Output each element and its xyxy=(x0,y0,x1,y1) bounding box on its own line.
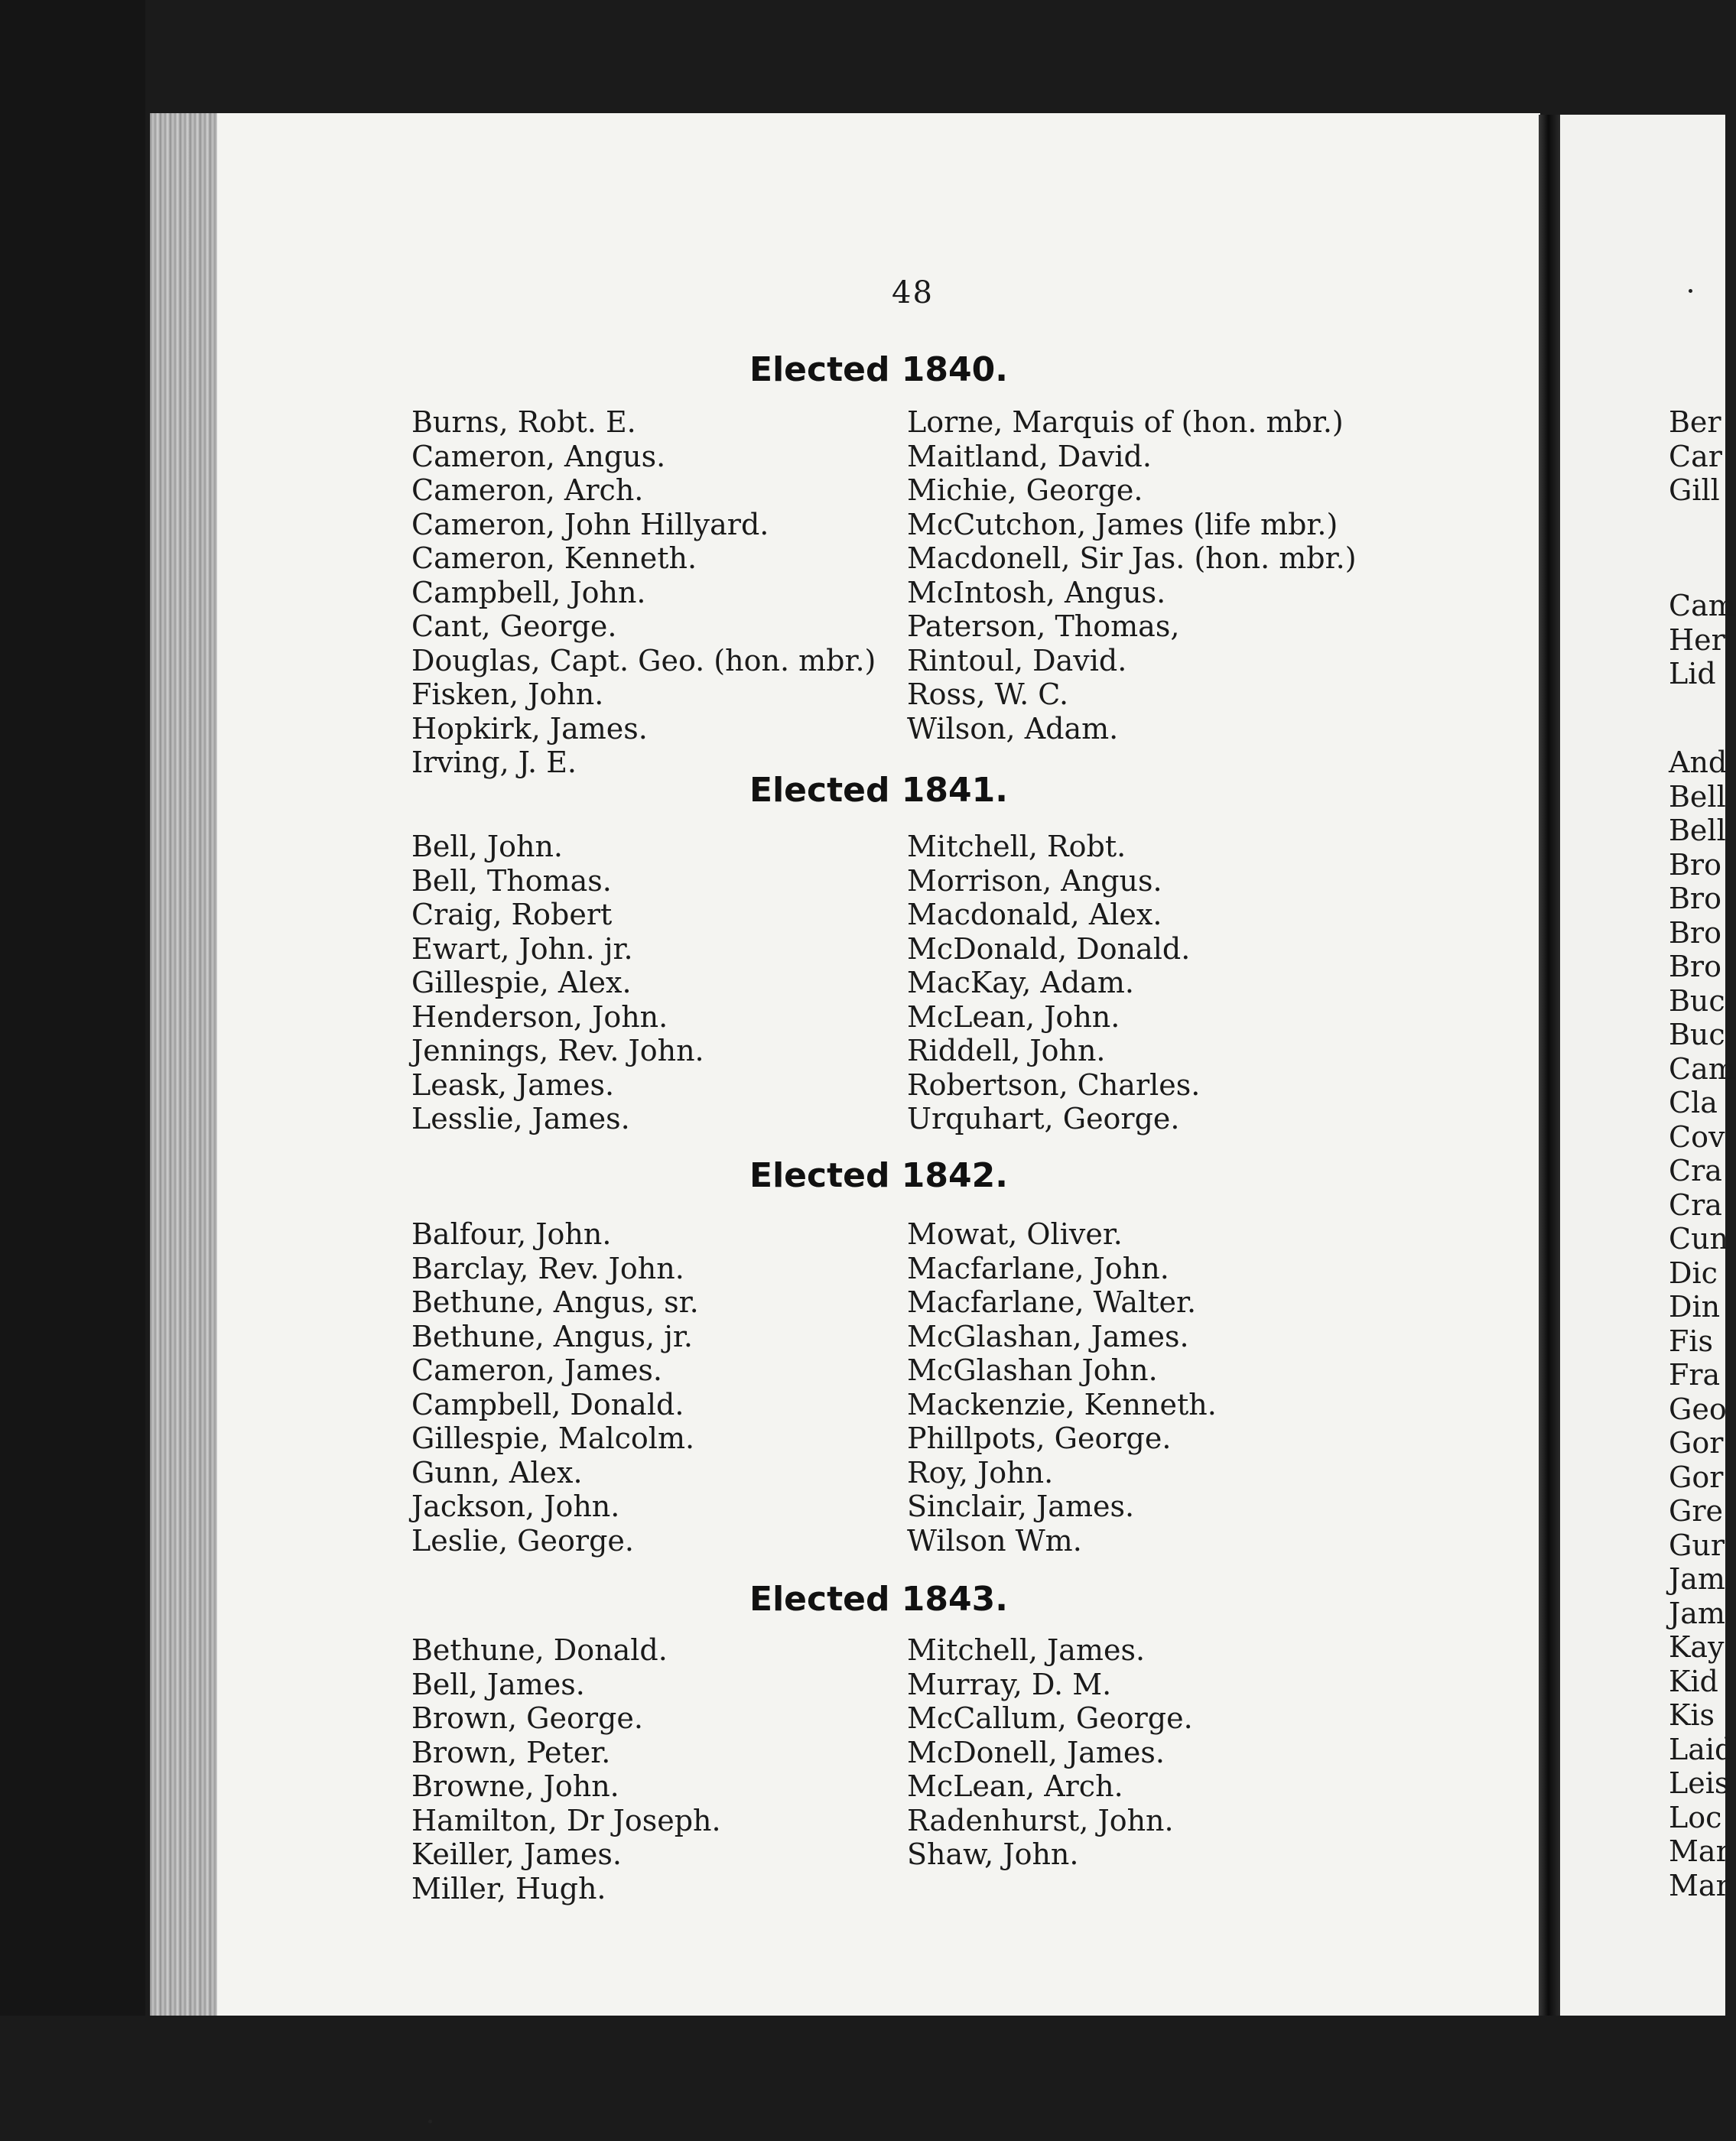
member-list-1841-left xyxy=(411,830,704,1136)
section-heading-1841: Elected 1841. xyxy=(749,771,1008,810)
facing-page-line: Kay xyxy=(1669,1630,1725,1664)
member-entry: Bell, John. xyxy=(411,830,564,863)
facing-page-line: Loc xyxy=(1669,1800,1722,1834)
member-entry: Roy, John. xyxy=(907,1455,1054,1490)
member-entry: Paterson, Thomas, xyxy=(907,609,1180,643)
facing-page-line: Gor xyxy=(1669,1460,1724,1494)
facing-page-line: Cra xyxy=(1669,1154,1722,1187)
section-heading-1840: Elected 1840. xyxy=(749,350,1008,389)
facing-page-line: Dic xyxy=(1669,1256,1718,1290)
member-entry: Burns, Robt. E. xyxy=(411,405,636,439)
member-entry: Robertson, Charles. xyxy=(907,1067,1201,1102)
member-entry: McLean, John. xyxy=(907,999,1120,1034)
member-entry: Campbell, Donald. xyxy=(411,1387,684,1421)
member-entry: McGlashan, James. xyxy=(907,1319,1189,1353)
facing-page-line: Cla xyxy=(1669,1086,1718,1119)
member-entry: MacKay, Adam. xyxy=(907,966,1135,999)
member-entry: Barclay, Rev. John. xyxy=(411,1251,684,1285)
member-entry: Bethune, Angus, jr. xyxy=(411,1319,693,1353)
film-border-left xyxy=(0,0,145,2141)
facing-page-line: Bell xyxy=(1669,779,1726,814)
member-entry: Riddell, John. xyxy=(907,1034,1106,1067)
member-entry: Michie, George. xyxy=(907,473,1143,507)
facing-page-line: Cra xyxy=(1669,1187,1722,1222)
facing-page-line: Her xyxy=(1669,622,1725,657)
member-entry: Cameron, Angus. xyxy=(411,439,666,473)
member-entry: Macfarlane, John. xyxy=(907,1251,1169,1285)
member-entry: Murray, D. M. xyxy=(907,1667,1112,1701)
member-entry: Douglas, Capt. Geo. (hon. mbr.) xyxy=(411,643,876,677)
member-entry: Bell, James. xyxy=(411,1667,585,1701)
member-entry: Leask, James. xyxy=(411,1067,615,1102)
facing-page-line: Bro xyxy=(1669,882,1721,915)
member-entry: Radenhurst, John. xyxy=(907,1803,1174,1837)
facing-page-line: Gur xyxy=(1669,1528,1725,1562)
member-entry: Macdonald, Alex. xyxy=(907,898,1162,931)
facing-page-line: Cov xyxy=(1669,1119,1725,1154)
section-heading-1842: Elected 1842. xyxy=(749,1156,1008,1195)
facing-page-line: Bro xyxy=(1669,847,1721,882)
member-entry: Gillespie, Malcolm. xyxy=(411,1421,695,1455)
member-entry: Hamilton, Dr Joseph. xyxy=(411,1803,721,1837)
member-entry: Morrison, Angus. xyxy=(907,863,1162,898)
facing-page-line: Gor xyxy=(1669,1426,1724,1460)
member-entry: Gunn, Alex. xyxy=(411,1455,583,1490)
facing-page-line: Bell xyxy=(1669,814,1726,847)
facing-page-line: Fis xyxy=(1669,1324,1714,1358)
facing-page-line: Laid xyxy=(1669,1732,1734,1766)
member-entry: Macfarlane, Walter. xyxy=(907,1285,1197,1319)
facing-page-line: Bro xyxy=(1669,915,1721,950)
facing-page-column-group-2 xyxy=(1669,589,1736,691)
member-list-1843-left xyxy=(411,1633,721,1905)
member-entry: Mowat, Oliver. xyxy=(907,1217,1123,1251)
member-entry: Cameron, John Hillyard. xyxy=(411,507,769,541)
member-entry: Mitchell, James. xyxy=(907,1633,1146,1667)
member-entry: Lorne, Marquis of (hon. mbr.) xyxy=(907,405,1344,439)
member-entry: Shaw, John. xyxy=(907,1837,1079,1871)
section-heading-1843: Elected 1843. xyxy=(749,1580,1008,1619)
facing-page-line: Gill xyxy=(1669,473,1720,507)
facing-page-line: Mar xyxy=(1669,1868,1730,1902)
member-entry: Bell, Thomas. xyxy=(411,863,612,898)
film-speck xyxy=(428,2120,432,2123)
facing-page-line: Kis xyxy=(1669,1698,1715,1732)
facing-page-line: Buc xyxy=(1669,983,1725,1018)
member-entry: Sinclair, James. xyxy=(907,1490,1135,1523)
facing-page-line: Car xyxy=(1669,439,1722,473)
facing-page-line: Gre xyxy=(1669,1494,1724,1528)
member-entry: Cameron, James. xyxy=(411,1353,662,1387)
member-entry: Wilson, Adam. xyxy=(907,711,1119,746)
facing-page-line: Lid xyxy=(1669,657,1716,690)
member-entry: McIntosh, Angus. xyxy=(907,575,1166,609)
member-entry: Cameron, Arch. xyxy=(411,473,644,507)
member-entry: Ross, W. C. xyxy=(907,677,1069,711)
facing-page-line: Ber xyxy=(1669,405,1721,439)
member-entry: Bethune, Angus, sr. xyxy=(411,1285,699,1319)
member-list-1841-right xyxy=(907,830,1200,1136)
member-entry: McLean, Arch. xyxy=(907,1769,1123,1803)
member-entry: Rintoul, David. xyxy=(907,643,1127,677)
member-entry: Fisken, John. xyxy=(411,677,604,711)
facing-page-line: Kid xyxy=(1669,1664,1718,1698)
member-entry: Maitland, David. xyxy=(907,439,1152,473)
page-edges xyxy=(150,113,217,2016)
member-entry: Campbell, John. xyxy=(411,575,646,609)
member-entry: McDonald, Donald. xyxy=(907,931,1191,966)
facing-page-line: Cun xyxy=(1669,1222,1729,1256)
member-list-1840-right xyxy=(907,405,1357,746)
member-entry: Mitchell, Robt. xyxy=(907,830,1126,863)
member-entry: Leslie, George. xyxy=(411,1523,634,1558)
film-border-bottom xyxy=(0,2016,1725,2141)
member-list-1842-left xyxy=(411,1217,699,1558)
member-entry: Miller, Hugh. xyxy=(411,1871,606,1905)
member-entry: Cameron, Kenneth. xyxy=(411,541,697,575)
member-entry: Lesslie, James. xyxy=(411,1102,630,1135)
member-entry: Gillespie, Alex. xyxy=(411,966,632,999)
facing-page-line: Cam xyxy=(1669,1051,1736,1086)
facing-page-column-group-1 xyxy=(1669,405,1722,508)
member-entry: Balfour, John. xyxy=(411,1217,612,1251)
member-entry: Ewart, John. jr. xyxy=(411,931,633,966)
member-entry: Irving, J. E. xyxy=(411,746,577,779)
member-entry: Macdonell, Sir Jas. (hon. mbr.) xyxy=(907,541,1357,575)
member-entry: Wilson Wm. xyxy=(907,1523,1082,1558)
member-entry: Jackson, John. xyxy=(411,1490,620,1523)
facing-page-line: Leis xyxy=(1669,1766,1730,1800)
facing-page-line: And xyxy=(1669,746,1728,779)
member-entry: Urquhart, George. xyxy=(907,1102,1180,1135)
facing-page-line: Buc xyxy=(1669,1018,1725,1051)
member-entry: Mackenzie, Kenneth. xyxy=(907,1387,1217,1421)
page-number: 48 xyxy=(892,275,934,310)
member-entry: Keiller, James. xyxy=(411,1837,622,1871)
member-entry: Browne, John. xyxy=(411,1769,619,1803)
member-list-1842-right xyxy=(907,1217,1217,1558)
member-entry: Brown, Peter. xyxy=(411,1735,611,1769)
member-entry: Phillpots, George. xyxy=(907,1421,1172,1455)
member-entry: McCutchon, James (life mbr.) xyxy=(907,507,1338,541)
member-entry: Jennings, Rev. John. xyxy=(411,1034,704,1067)
facing-page-line: Cam xyxy=(1669,589,1736,622)
member-list-1843-right xyxy=(907,1633,1193,1872)
member-entry: Hopkirk, James. xyxy=(411,711,648,746)
member-entry: Craig, Robert xyxy=(411,898,613,931)
book-gutter xyxy=(1539,115,1560,2019)
facing-page-line: Mar xyxy=(1669,1834,1730,1868)
facing-page-column-group-3 xyxy=(1669,746,1736,1902)
member-entry: McGlashan John. xyxy=(907,1353,1158,1387)
member-entry: Henderson, John. xyxy=(411,999,668,1034)
member-list-1840-left xyxy=(411,405,876,780)
member-entry: Bethune, Donald. xyxy=(411,1633,668,1667)
facing-page-line: Fra xyxy=(1669,1358,1721,1392)
facing-page-line: Jam xyxy=(1669,1562,1725,1596)
facing-page-line: Bro xyxy=(1669,950,1721,983)
member-entry: McDonell, James. xyxy=(907,1735,1165,1769)
member-entry: Brown, George. xyxy=(411,1701,643,1735)
member-entry: McCallum, George. xyxy=(907,1701,1193,1735)
film-speck xyxy=(1689,289,1692,293)
facing-page-line: Geo xyxy=(1669,1392,1727,1426)
facing-page-line: Din xyxy=(1669,1290,1721,1324)
facing-page-line: Jam xyxy=(1669,1596,1725,1630)
member-entry: Cant, George. xyxy=(411,609,617,643)
